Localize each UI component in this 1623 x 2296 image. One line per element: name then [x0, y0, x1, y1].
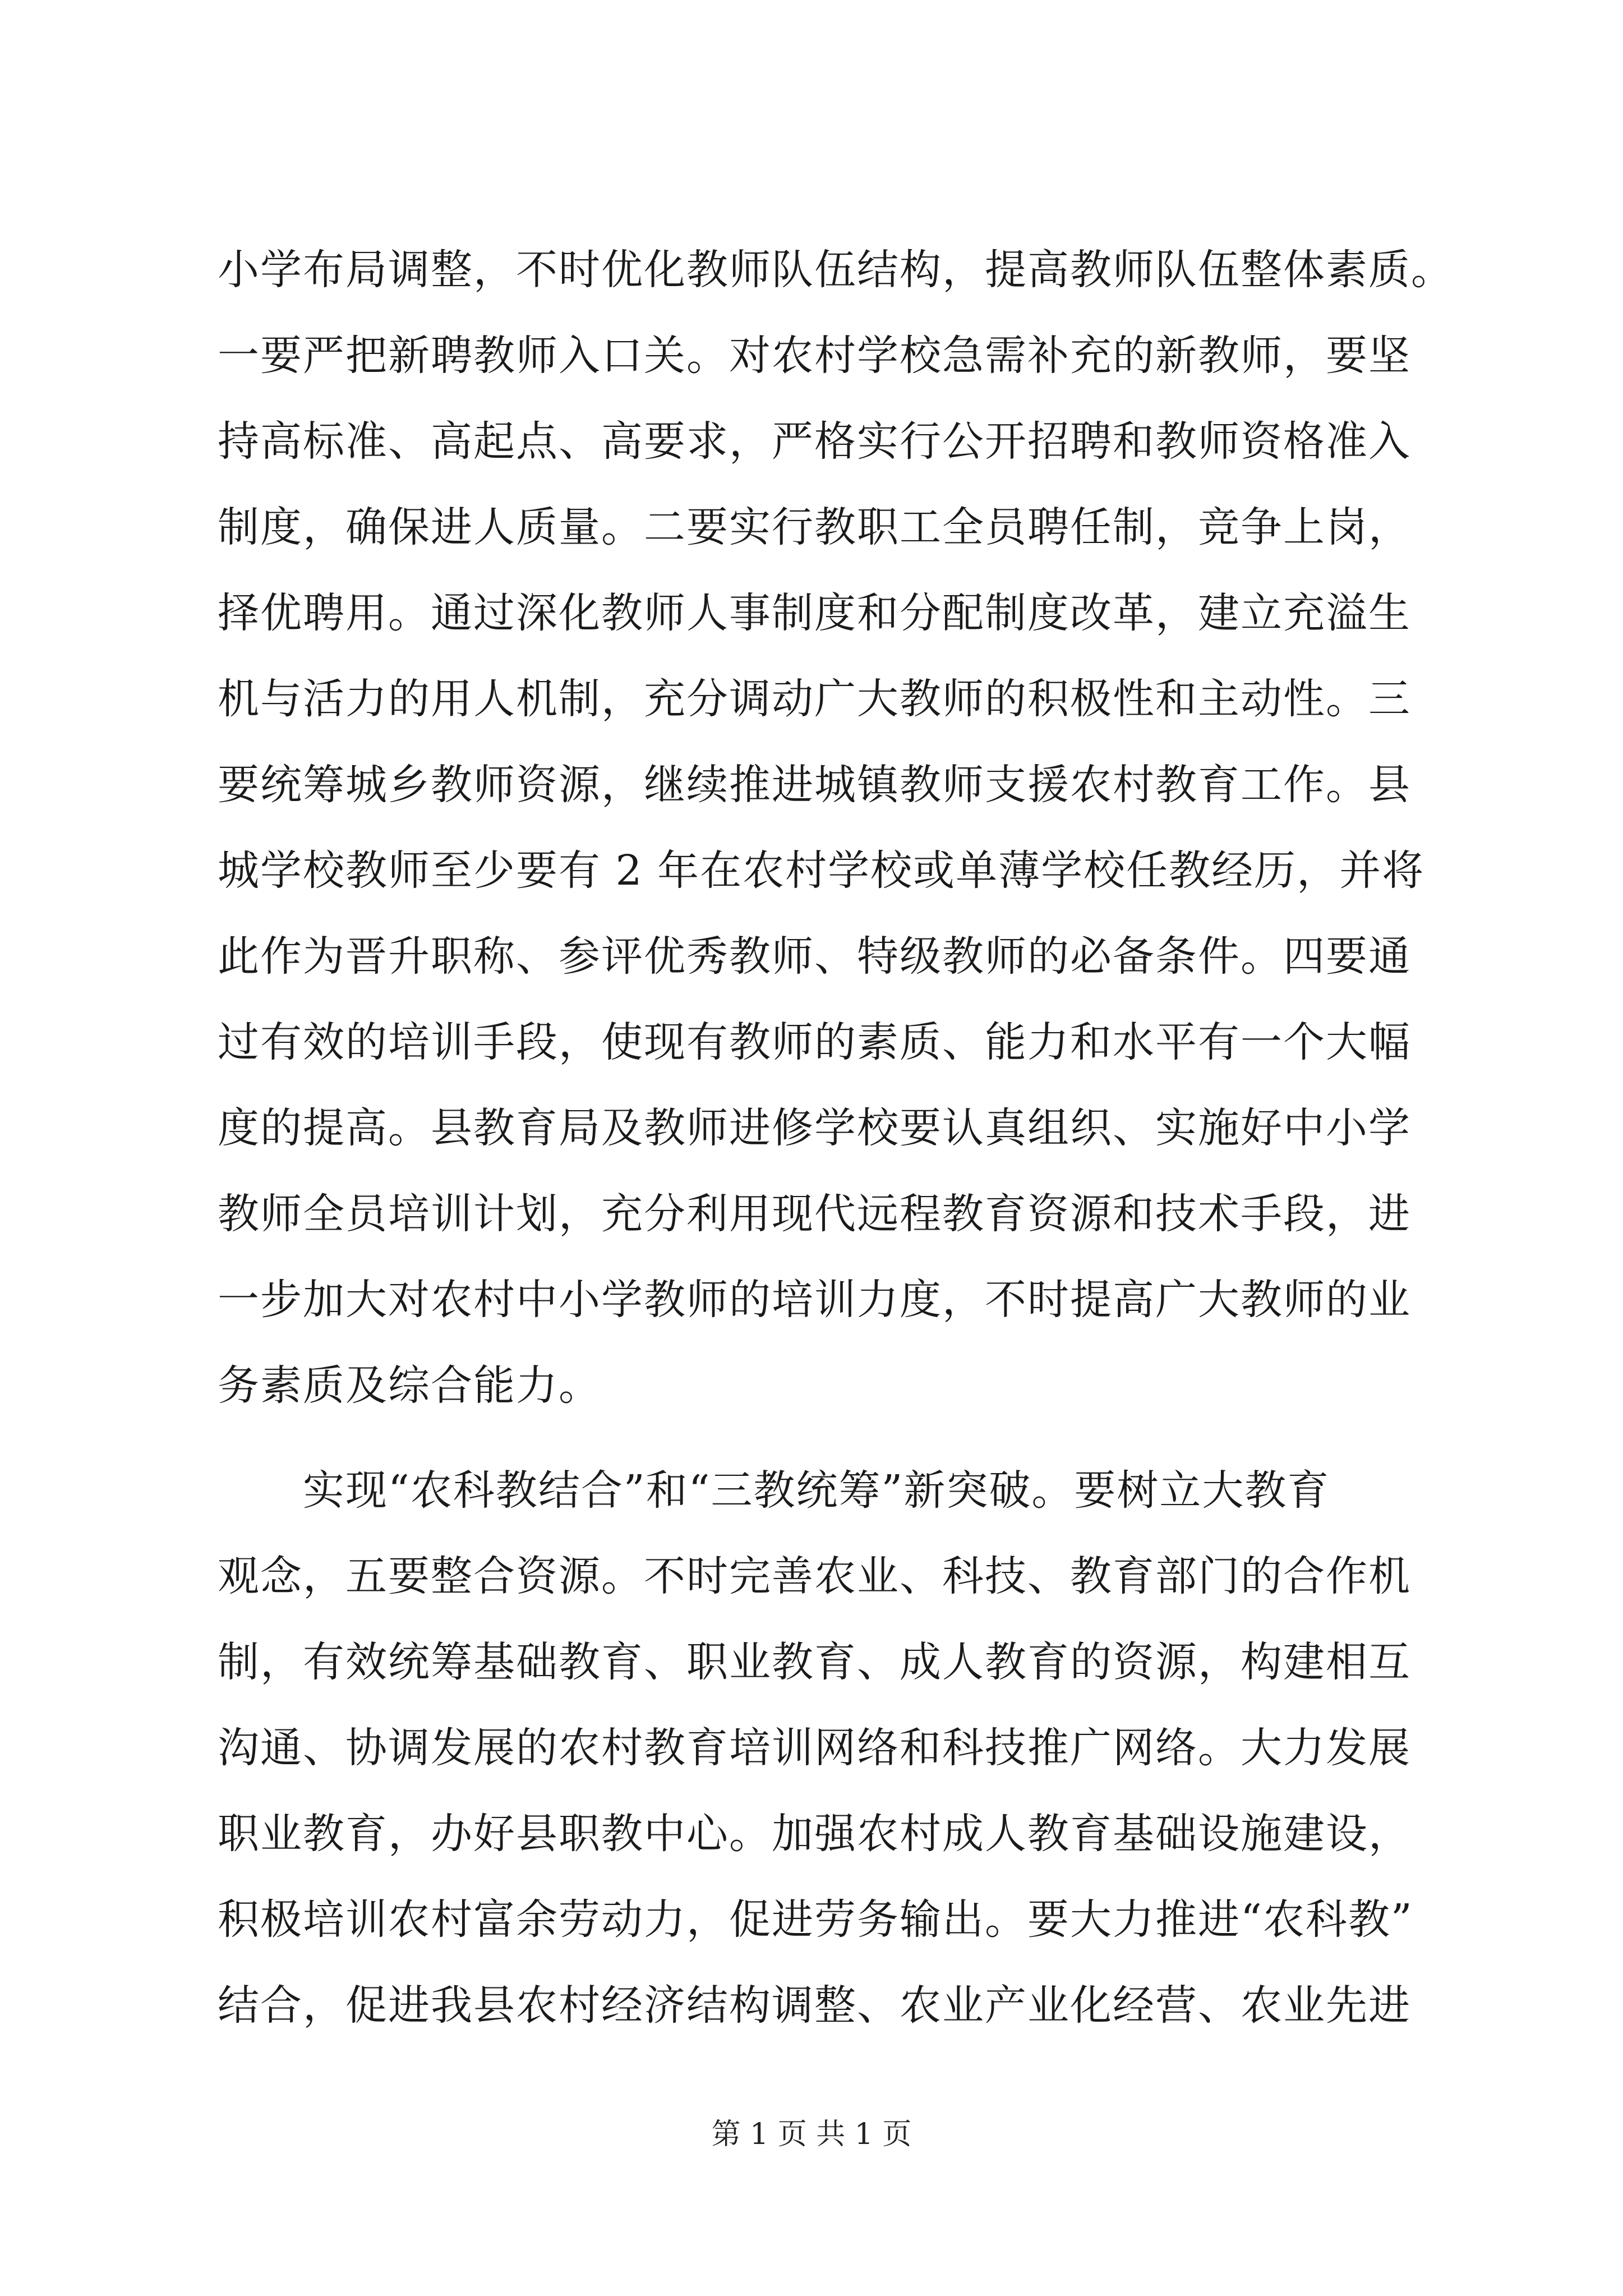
text-line: 观念，五要整合资源。不时完善农业、科技、教育部门的合作机: [218, 1552, 1411, 1600]
paragraph-start-line: 实现“农科教结合”和“三教统筹”新突破。要树立大教育: [218, 1466, 1330, 1515]
text-line: 一步加大对农村中小学教师的培训力度，不时提高广大教师的业: [218, 1276, 1411, 1324]
text-line: 职业教育，办好县职教中心。加强农村成人教育基础设施建设，: [218, 1810, 1411, 1858]
text-line: 教师全员培训计划，充分利用现代远程教育资源和技术手段，进: [218, 1190, 1411, 1238]
text-line: 沟通、协调发展的农村教育培训网络和科技推广网络。大力发展: [218, 1724, 1411, 1772]
text-line: 制，有效统筹基础教育、职业教育、成人教育的资源，构建相互: [218, 1638, 1411, 1686]
text-line: 要统筹城乡教师资源，继续推进城镇教师支援农村教育工作。县: [218, 761, 1411, 809]
text-line: 持高标准、高起点、高要求，严格实行公开招聘和教师资格准入: [218, 417, 1411, 466]
text-line: 务素质及综合能力。: [218, 1361, 601, 1410]
text-line: 结合，促进我县农村经济结构调整、农业产业化经营、农业先进: [218, 1981, 1411, 2030]
text-line: 制度，确保进人质量。二要实行教职工全员聘任制，竞争上岗，: [218, 503, 1411, 551]
text-line: 小学布局调整，不时优化教师队伍结构，提高教师队伍整体素质。: [218, 246, 1454, 294]
text-line: 择优聘用。通过深化教师人事制度和分配制度改革，建立充溢生: [218, 589, 1411, 637]
text-line: 过有效的培训手段，使现有教师的素质、能力和水平有一个大幅: [218, 1018, 1411, 1066]
text-line: 积极培训农村富余劳动力，促进劳务输出。要大力推进“农科教”: [218, 1895, 1413, 1944]
text-line: 度的提高。县教育局及教师进修学校要认真组织、实施好中小学: [218, 1104, 1411, 1152]
text-line: 机与活力的用人机制，充分调动广大教师的积极性和主动性。三: [218, 675, 1411, 723]
page-number-footer: 第 1 页 共 1 页: [711, 2118, 912, 2151]
text-line: 一要严把新聘教师入口关。对农村学校急需补充的新教师，要坚: [218, 332, 1411, 380]
text-line: 此作为晋升职称、参评优秀教师、特级教师的必备条件。四要通: [218, 932, 1411, 981]
text-line: 城学校教师至少要有 2 年在农村学校或单薄学校任教经历，并将: [218, 846, 1425, 895]
document-body: [218, 227, 1454, 2049]
